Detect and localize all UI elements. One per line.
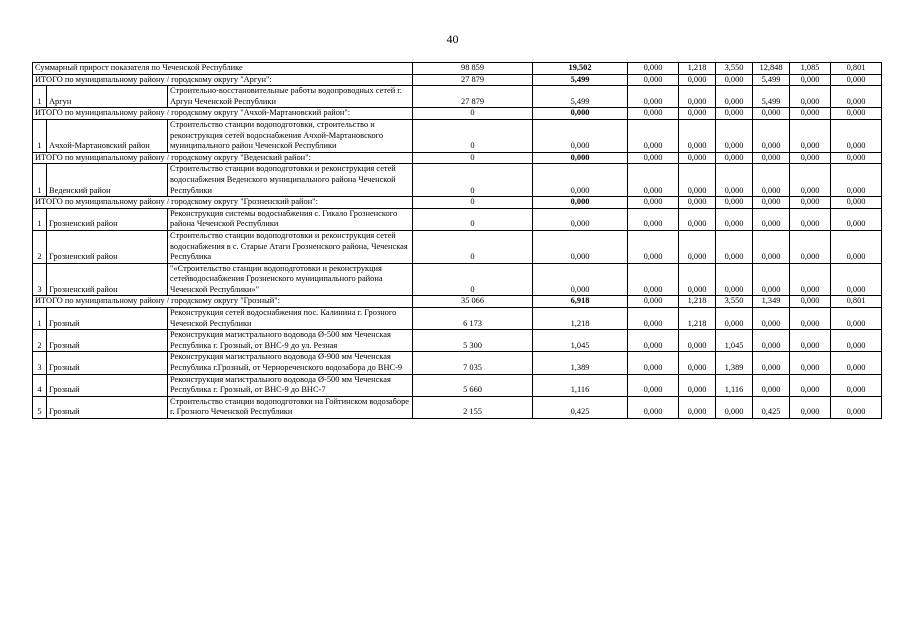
cell: 0,000 xyxy=(790,374,831,396)
cell: 0,000 xyxy=(679,396,716,418)
cell: 0,000 xyxy=(628,152,679,164)
cell: 0,000 xyxy=(831,119,882,152)
cell: 0,000 xyxy=(716,230,753,263)
cell: 0,000 xyxy=(753,164,790,197)
row-label: ИТОГО по муниципальному району / городскому округу "Аргун": xyxy=(33,74,413,86)
cell: 2 155 xyxy=(413,396,533,418)
row-label: ИТОГО по муниципальному району / городскому округу "Ачхой-Мартановский район": xyxy=(33,108,413,120)
cell: 0,000 xyxy=(716,86,753,108)
cell: 0,000 xyxy=(790,86,831,108)
cell: 0,000 xyxy=(628,197,679,209)
table-row xyxy=(33,230,882,263)
cell: 0,000 xyxy=(679,74,716,86)
table-row xyxy=(33,308,882,330)
district-cell: Грозненский район xyxy=(47,208,168,230)
cell: 0,000 xyxy=(679,263,716,296)
district-cell: Ачхой-Мартановский район xyxy=(47,119,168,152)
cell: 0,000 xyxy=(628,330,679,352)
cell: 0,000 xyxy=(628,164,679,197)
cell: 0,000 xyxy=(716,74,753,86)
cell: 0,000 xyxy=(679,330,716,352)
cell: 0,000 xyxy=(628,208,679,230)
row-number: 1 xyxy=(33,208,47,230)
cell: 0,000 xyxy=(628,263,679,296)
row-number: 1 xyxy=(33,86,47,108)
row-label: ИТОГО по муниципальному району / городскому округу "Грозненский район": xyxy=(33,197,413,209)
cell: 12,848 xyxy=(753,63,790,75)
cell: 1,045 xyxy=(533,330,628,352)
cell: 0,000 xyxy=(790,296,831,308)
cell: 0,000 xyxy=(831,164,882,197)
project-cell: Строительство станции водоподготовки и реконструкция сетей водоснабжения в с. Старые Атаги Грозненского района, Чеченская Республика xyxy=(168,230,413,263)
cell: 0,000 xyxy=(831,263,882,296)
cell: 0,000 xyxy=(628,86,679,108)
cell: 0,000 xyxy=(790,330,831,352)
cell: 0 xyxy=(413,152,533,164)
row-label: ИТОГО по муниципальному району / городскому округу "Веденский район": xyxy=(33,152,413,164)
cell: 5,499 xyxy=(753,74,790,86)
cell: 19,502 xyxy=(533,63,628,75)
cell: 0,000 xyxy=(679,152,716,164)
project-cell: Реконструкция системы водоснабжения с. Гикало Грозненского района Чеченской Республики xyxy=(168,208,413,230)
project-cell: Строительство станции водоподготовки и реконструкция сетей водоснабжения Веденского муниципального района Чеченской Республики xyxy=(168,164,413,197)
table-row xyxy=(33,208,882,230)
cell: 0,000 xyxy=(790,263,831,296)
cell: 0 xyxy=(413,108,533,120)
cell: 0,000 xyxy=(716,396,753,418)
row-number: 2 xyxy=(33,330,47,352)
row-number: 3 xyxy=(33,263,47,296)
cell: 1,218 xyxy=(533,308,628,330)
cell: 0,000 xyxy=(533,119,628,152)
table-row xyxy=(33,330,882,352)
district-cell: Веденский район xyxy=(47,164,168,197)
cell: 0,000 xyxy=(533,197,628,209)
district-cell: Грозненский район xyxy=(47,263,168,296)
cell: 0,000 xyxy=(831,230,882,263)
cell: 0,000 xyxy=(628,119,679,152)
cell: 0,425 xyxy=(533,396,628,418)
table-row-total-grozny-city xyxy=(33,296,882,308)
district-cell: Грозный xyxy=(47,308,168,330)
cell: 0 xyxy=(413,230,533,263)
cell: 0,000 xyxy=(790,352,831,374)
cell: 1,085 xyxy=(790,63,831,75)
cell: 0,000 xyxy=(628,296,679,308)
cell: 0,000 xyxy=(753,108,790,120)
cell: 0,000 xyxy=(831,374,882,396)
district-cell: Грозный xyxy=(47,374,168,396)
table-row xyxy=(33,86,882,108)
cell: 0,000 xyxy=(716,308,753,330)
cell: 1,045 xyxy=(716,330,753,352)
cell: 0,000 xyxy=(831,330,882,352)
table-row xyxy=(33,352,882,374)
project-cell: "«Строительство станции водоподготовки и реконструкция сетейводоснабжения Грозненского муниципального района Чеченской Республики»" xyxy=(168,263,413,296)
cell: 0,000 xyxy=(679,119,716,152)
cell: 0,801 xyxy=(831,296,882,308)
cell: 1,116 xyxy=(716,374,753,396)
row-number: 2 xyxy=(33,230,47,263)
cell: 0,000 xyxy=(628,63,679,75)
cell: 0,000 xyxy=(679,86,716,108)
cell: 0,000 xyxy=(831,74,882,86)
cell: 5 300 xyxy=(413,330,533,352)
district-cell: Грозненский район xyxy=(47,230,168,263)
cell: 0,000 xyxy=(753,197,790,209)
cell: 0,000 xyxy=(790,230,831,263)
cell: 0,000 xyxy=(679,197,716,209)
cell: 0,000 xyxy=(716,119,753,152)
cell: 0,000 xyxy=(533,108,628,120)
cell: 0,000 xyxy=(716,208,753,230)
table-row-summary-total xyxy=(33,63,882,75)
cell: 0,000 xyxy=(831,152,882,164)
cell: 0,000 xyxy=(753,330,790,352)
cell: 0,000 xyxy=(533,263,628,296)
cell: 0,000 xyxy=(831,352,882,374)
table-row xyxy=(33,374,882,396)
cell: 0,000 xyxy=(753,230,790,263)
cell: 0,000 xyxy=(790,208,831,230)
cell: 0,000 xyxy=(628,396,679,418)
cell: 0,000 xyxy=(628,352,679,374)
cell: 7 035 xyxy=(413,352,533,374)
row-number: 4 xyxy=(33,374,47,396)
cell: 0,000 xyxy=(790,308,831,330)
cell: 0,000 xyxy=(533,230,628,263)
cell: 0,000 xyxy=(716,108,753,120)
project-cell: Реконструкция сетей водоснабжения пос. Калинина г. Грозного Чеченской Республики xyxy=(168,308,413,330)
cell: 0,000 xyxy=(533,164,628,197)
table-row-total-achkhoy xyxy=(33,108,882,120)
cell: 0,000 xyxy=(679,230,716,263)
row-number: 3 xyxy=(33,352,47,374)
row-number: 1 xyxy=(33,308,47,330)
cell: 1,218 xyxy=(679,63,716,75)
cell: 0,000 xyxy=(716,197,753,209)
cell: 6 173 xyxy=(413,308,533,330)
cell: 0,000 xyxy=(753,152,790,164)
cell: 0,000 xyxy=(628,108,679,120)
table-row xyxy=(33,164,882,197)
table-row xyxy=(33,263,882,296)
cell: 0 xyxy=(413,208,533,230)
cell: 0,000 xyxy=(831,208,882,230)
cell: 1,389 xyxy=(716,352,753,374)
cell: 0,000 xyxy=(679,352,716,374)
cell: 1,218 xyxy=(679,308,716,330)
project-cell: Реконструкция магистрального водовода Ø-900 мм Чеченская Республика г.Грозный, от Чернореченского водозабора до ВНС-9 xyxy=(168,352,413,374)
cell: 98 859 xyxy=(413,63,533,75)
cell: 0,000 xyxy=(831,86,882,108)
row-label: ИТОГО по муниципальному району / городскому округу "Грозный": xyxy=(33,296,413,308)
cell: 0,801 xyxy=(831,63,882,75)
district-cell: Аргун xyxy=(47,86,168,108)
project-cell: Реконструкция магистрального водовода Ø-500 мм Чеченская Республика г. Грозный, от ВНС-9 до ул. Резная xyxy=(168,330,413,352)
cell: 1,116 xyxy=(533,374,628,396)
cell: 0,000 xyxy=(753,119,790,152)
cell: 0,000 xyxy=(679,208,716,230)
cell: 0,000 xyxy=(679,374,716,396)
table-row-total-vedeno xyxy=(33,152,882,164)
cell: 5,499 xyxy=(533,74,628,86)
cell: 0,000 xyxy=(679,108,716,120)
cell: 0,000 xyxy=(753,208,790,230)
cell: 1,389 xyxy=(533,352,628,374)
cell: 0,000 xyxy=(716,263,753,296)
cell: 35 066 xyxy=(413,296,533,308)
cell: 0,000 xyxy=(790,164,831,197)
cell: 0,000 xyxy=(533,208,628,230)
cell: 0,000 xyxy=(679,164,716,197)
cell: 0,000 xyxy=(628,308,679,330)
cell: 0,000 xyxy=(628,74,679,86)
cell: 0,000 xyxy=(790,197,831,209)
cell: 0,000 xyxy=(831,108,882,120)
district-cell: Грозный xyxy=(47,330,168,352)
row-number: 1 xyxy=(33,119,47,152)
project-cell: Строительство станции водоподготовки, строительство и реконструкция сетей водоснабжения Ачхой-Мартановского муниципального район Чеченской Республики xyxy=(168,119,413,152)
cell: 0,000 xyxy=(831,197,882,209)
cell: 0,000 xyxy=(716,152,753,164)
cell: 0,000 xyxy=(628,374,679,396)
cell: 1,349 xyxy=(753,296,790,308)
cell: 0,000 xyxy=(790,108,831,120)
cell: 0,000 xyxy=(790,74,831,86)
cell: 6,918 xyxy=(533,296,628,308)
row-number: 1 xyxy=(33,164,47,197)
cell: 27 879 xyxy=(413,74,533,86)
table-row-total-grozny-district xyxy=(33,197,882,209)
cell: 1,218 xyxy=(679,296,716,308)
row-label: Суммарный прирост показателя по Чеченской Республике xyxy=(33,63,413,75)
cell: 0,000 xyxy=(831,396,882,418)
project-cell: Строительство станции водоподготовки на Гойтинском водозаборе г. Грозного Чеченской Республики xyxy=(168,396,413,418)
cell: 0,000 xyxy=(831,308,882,330)
cell: 0,000 xyxy=(790,152,831,164)
table-row xyxy=(33,119,882,152)
cell: 0 xyxy=(413,164,533,197)
cell: 27 879 xyxy=(413,86,533,108)
table-row xyxy=(33,396,882,418)
investment-table xyxy=(32,62,882,419)
cell: 0,000 xyxy=(790,119,831,152)
district-cell: Грозный xyxy=(47,352,168,374)
cell: 0,425 xyxy=(753,396,790,418)
cell: 0,000 xyxy=(533,152,628,164)
cell: 0 xyxy=(413,263,533,296)
cell: 3,550 xyxy=(716,296,753,308)
cell: 0 xyxy=(413,119,533,152)
cell: 5,499 xyxy=(533,86,628,108)
project-cell: Строительно-восстановительные работы водопроводных сетей г. Аргун Чеченской Республики xyxy=(168,86,413,108)
cell: 5,499 xyxy=(753,86,790,108)
page-number: 40 xyxy=(446,32,459,46)
cell: 0,000 xyxy=(753,374,790,396)
row-number: 5 xyxy=(33,396,47,418)
table-row-total-argun xyxy=(33,74,882,86)
cell: 0,000 xyxy=(790,396,831,418)
cell: 0,000 xyxy=(753,308,790,330)
cell: 5 660 xyxy=(413,374,533,396)
cell: 0,000 xyxy=(753,352,790,374)
cell: 0,000 xyxy=(753,263,790,296)
cell: 0,000 xyxy=(628,230,679,263)
district-cell: Грозный xyxy=(47,396,168,418)
cell: 0 xyxy=(413,197,533,209)
cell: 3,550 xyxy=(716,63,753,75)
cell: 0,000 xyxy=(716,164,753,197)
project-cell: Реконструкция магистрального водовода Ø-500 мм Чеченская Республика г. Грозный, от ВНС-9 до ВНС-7 xyxy=(168,374,413,396)
